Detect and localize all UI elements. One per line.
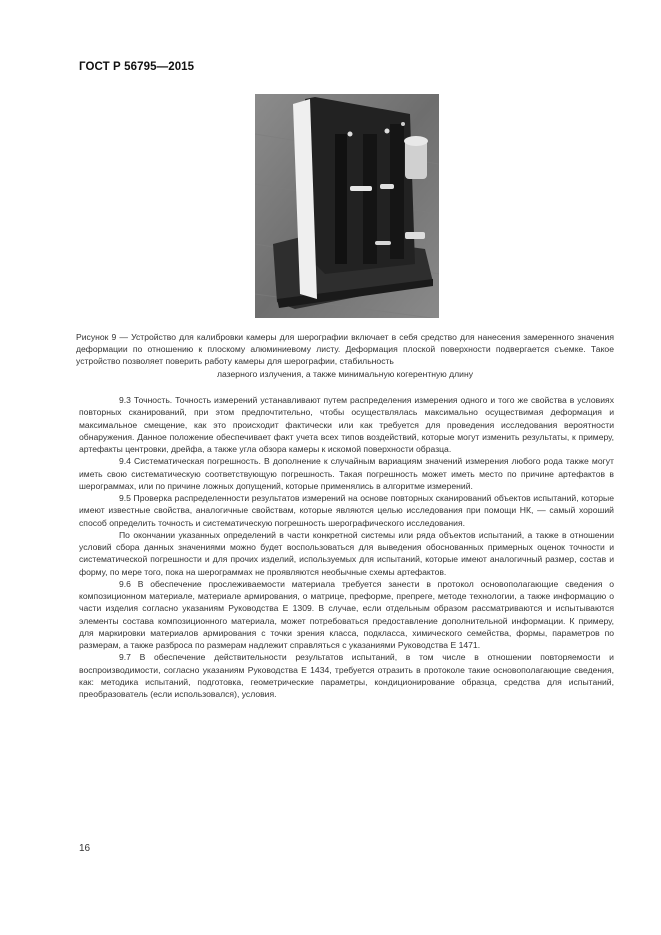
- figure-caption: [76, 331, 614, 380]
- paragraph-9-6: 9.6 В обеспечение прослеживаемости материала требуется занести в протокол основополагающие сведения о композиционном материале, материале армирования, о матрице, преформе, препреге, методе технологии, а также информацию о части изделия согласно указаниям Руководства Е 1309. В случае, если отдельным образом рассматриваются и испытываются элементы состава композиционного материала, может потребоваться предоставление дополнительной информации. К примеру, для маркировки материалов армирования с точки зрения класса, подкласса, химического семейства, формы, параметров по размерам, а также разброса по размерам надлежит справляться с указаниями Руководства Е 1471.: [79, 578, 614, 650]
- paragraph-9-5: 9.5 Проверка распределенности результатов измерений на основе повторных сканирований объектов испытаний, которые имеют известные свойства, аналогичные свойствам, которые являются целью исследования при помощи НК, — самый хороший способ определить точность и систематическую погрешность шерографического исследования.: [79, 493, 614, 528]
- figure-photo: [255, 94, 439, 318]
- calibration-device-photo-icon: [255, 94, 439, 318]
- paragraph-9-7: 9.7 В обеспечение действительности результатов испытаний, в том числе в отношении повторяемости и воспроизводимости, согласно указаниям Руководства Е 1434, требуется отразить в протоколе такие основополагающие сведения, как: методика испытаний, подготовка, геометрические параметры, кондиционирование образца, средства для испытаний, преобразователь (если использовался), условия.: [79, 652, 614, 699]
- caption-text-last-line: лазерного излучения, а также минимальную когерентную длину: [216, 368, 474, 379]
- page-number: 16: [79, 843, 91, 854]
- body-text: [79, 394, 614, 700]
- caption-text: Рисунок 9 — Устройство для калибровки камеры для шерографии включает в себя средство для нанесения замеренного значения деформации по отношению к плоскому алюминиевому листу. Деформация плоской поверхности подвергается съемке. Такое устройство позволяет поверить работу камеры для шерографии, стабильность: [76, 332, 614, 367]
- paragraph-9-3: 9.3 Точность. Точность измерений устанавливают путем распределения измерения одного и того же свойства в условиях повторных сканирований, при этом предпочтительно, чтобы осуществлялась максимально осуществимая деформация и максимальное смещение, как это происходит фактически или как требуется для проведения исследования вероятности обнаружения. Данное положение обеспечивает факт учета всех типов воздействий, которые могут изменить результаты, к примеру, артефакты центровки, дрейфа, а также угла обзора камеры к искомой поверхности образца.: [79, 395, 614, 454]
- paragraph-9-5-continued: По окончании указанных определений в части конкретной системы или ряда объектов испытаний, а также в отношении условий сбора данных значениями можно будет воспользоваться для выведения обоснованных примерных оценок точности и систематической погрешности и для прочих изделий, используемых для испытаний, которые имеют аналогичный размер, состав и форму, по мере того, пока на шерограммах не проявляются необычные схемы артефактов.: [79, 529, 614, 577]
- paragraph-9-4: 9.4 Систематическая погрешность. В дополнение к случайным вариациям значений измерения любого рода также могут иметь свою систематическую соответствующую погрешность. Такая погрешность может иметь место по причине артефактов в шерограммах, или по причине ложных допущений, которые применялись в алгоритме измерений.: [79, 456, 614, 491]
- document-header: ГОСТ Р 56795—2015: [79, 61, 195, 73]
